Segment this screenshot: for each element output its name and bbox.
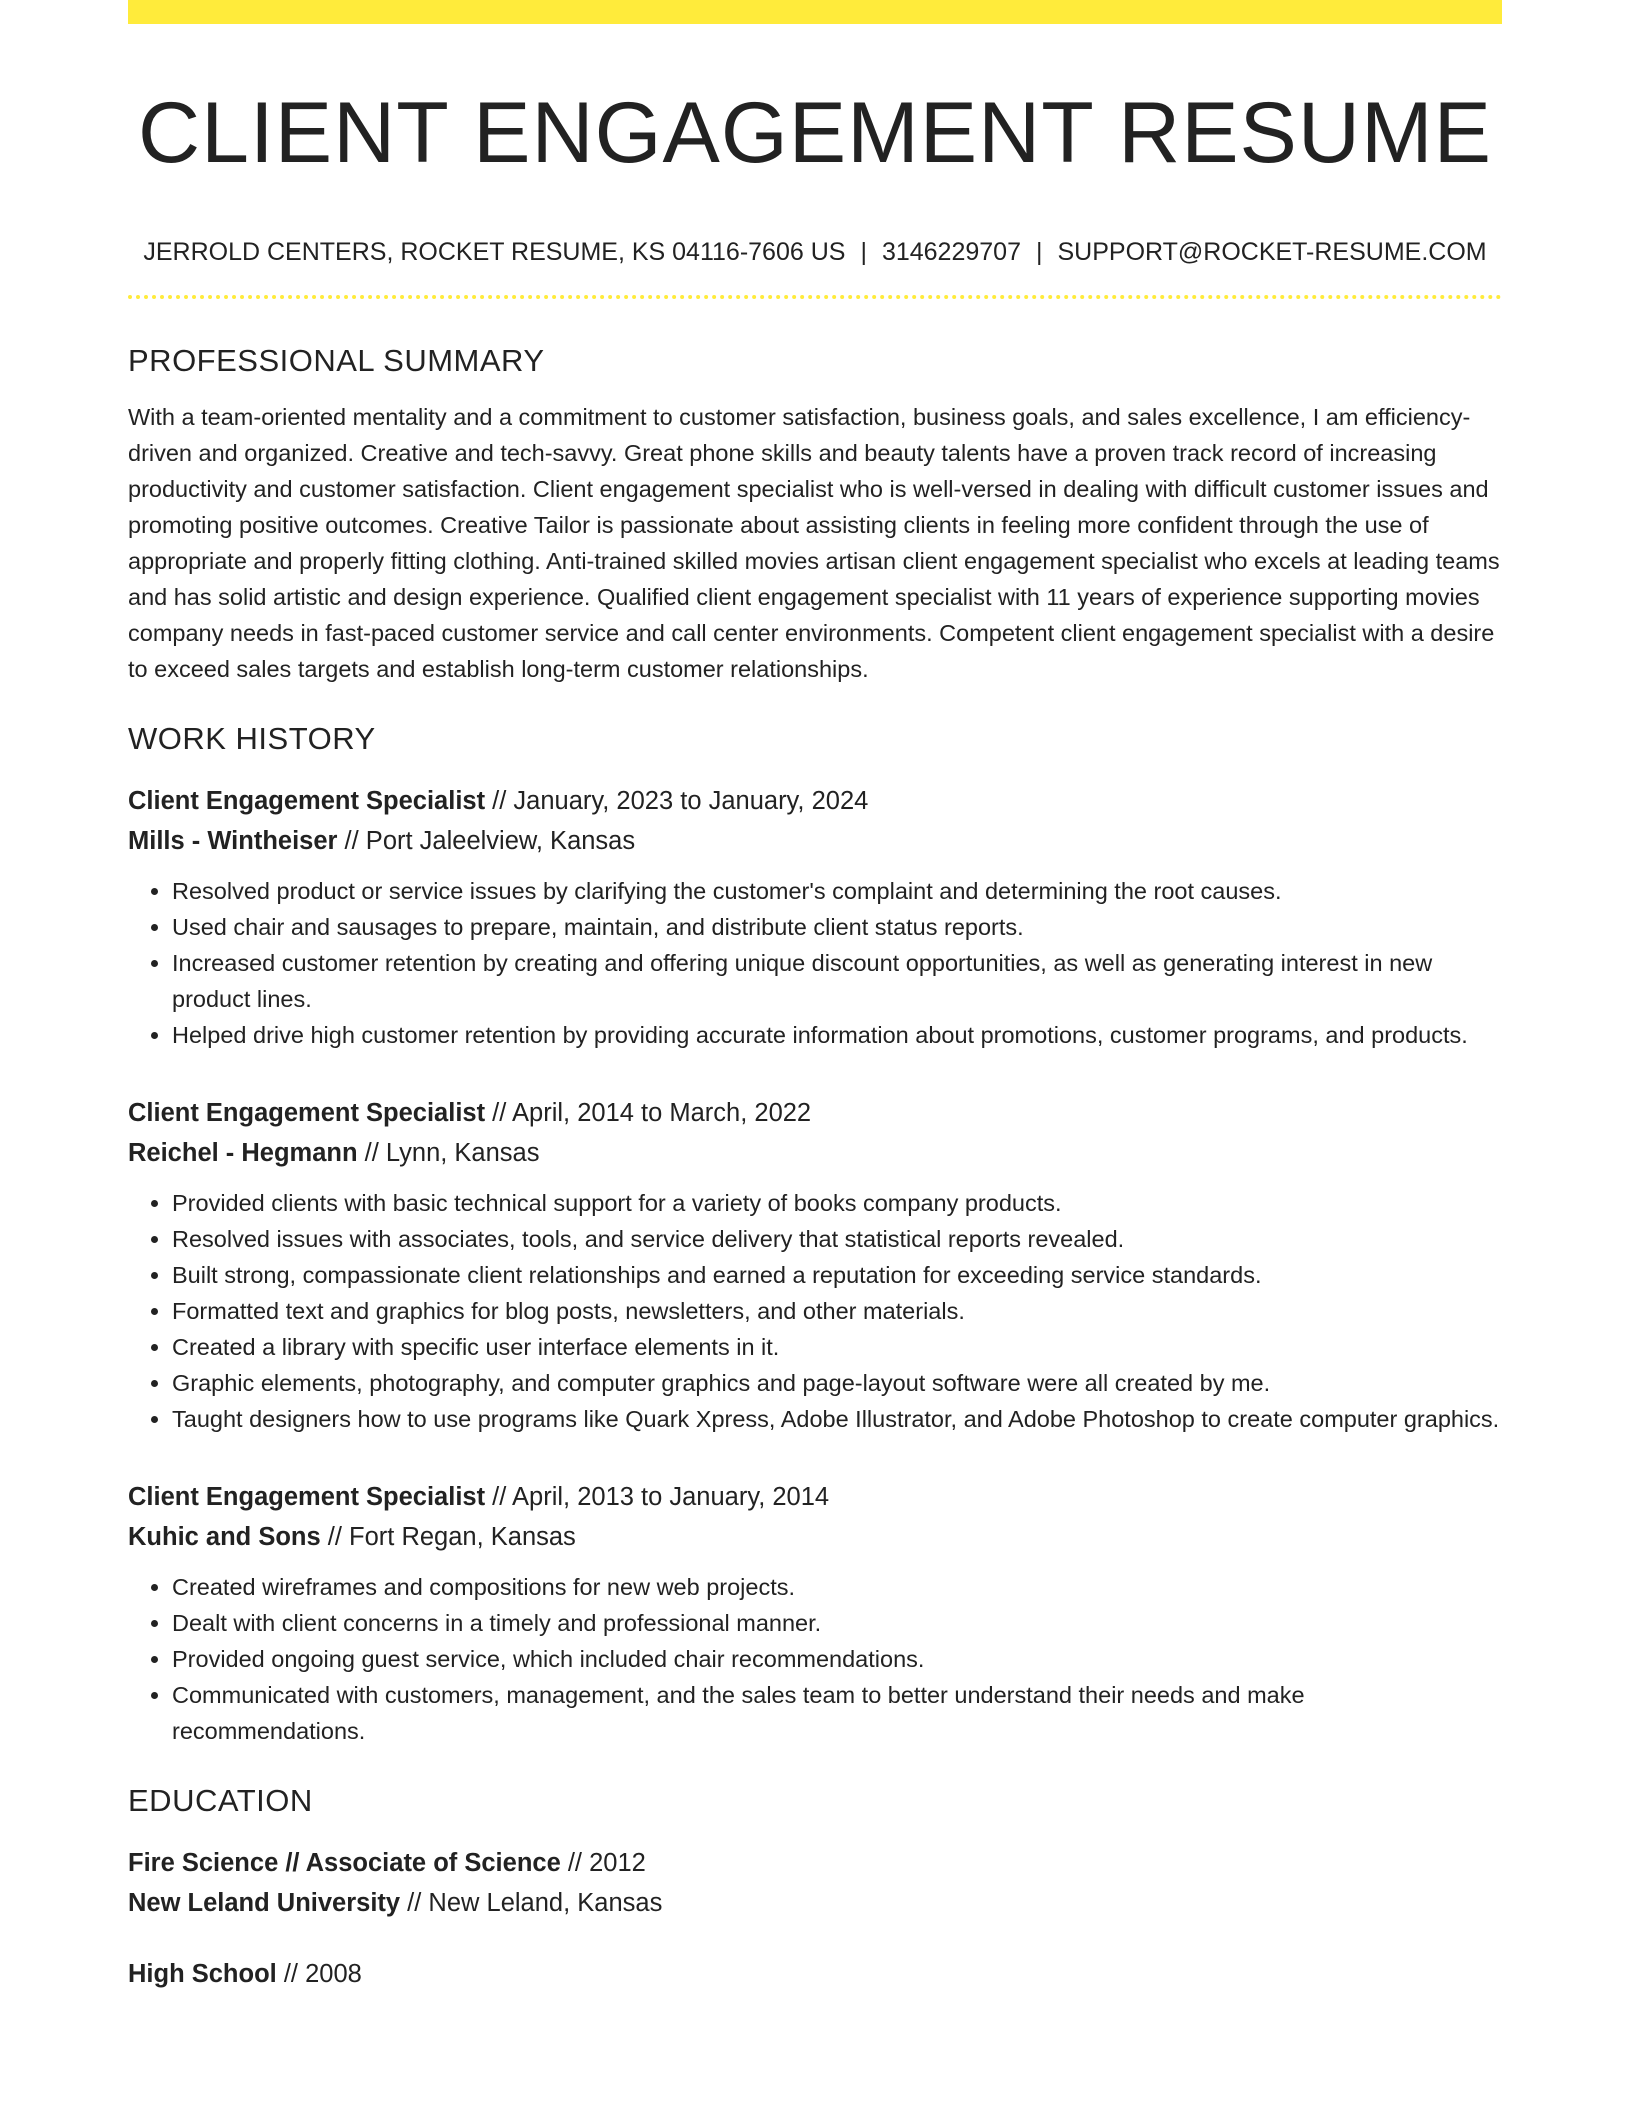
- contact-phone: 3146229707: [881, 238, 1021, 266]
- education-school-line: [128, 1883, 1502, 1923]
- contact-separator: |: [1035, 238, 1043, 266]
- job-bullet-list: [128, 1569, 1502, 1749]
- accent-bar: [128, 0, 1502, 24]
- job-bullet: • Increased customer retention by creating and offering unique discount opportunities, as well as generating interest in new product lines.: [172, 945, 1502, 1017]
- job-bullet: • Created a library with specific user interface elements in it.: [172, 1329, 1502, 1365]
- job-bullet: • Formatted text and graphics for blog posts, newsletters, and other materials.: [172, 1293, 1502, 1329]
- job-bullet: • Helped drive high customer retention by providing accurate information about promotions, customer programs, and products.: [172, 1017, 1502, 1053]
- job-bullet-list: [128, 1185, 1502, 1437]
- job-title-line: [128, 781, 1502, 821]
- job-bullet: • Resolved issues with associates, tools, and service delivery that statistical reports revealed.: [172, 1221, 1502, 1257]
- education-degree: High School: [128, 1960, 277, 1988]
- job-bullet: • Resolved product or service issues by clarifying the customer's complaint and determining the root causes.: [172, 873, 1502, 909]
- job-role: Client Engagement Specialist: [128, 1099, 486, 1127]
- contact-email: SUPPORT@ROCKET-RESUME.COM: [1057, 238, 1487, 266]
- resume-content: [128, 0, 1502, 1994]
- job-bullet: • Built strong, compassionate client relationships and earned a reputation for exceeding service standards.: [172, 1257, 1502, 1293]
- job-company-line: [128, 821, 1502, 861]
- education-degree-line: [128, 1843, 1502, 1883]
- education-entry: [128, 1843, 1502, 1923]
- job-entry: [128, 1093, 1502, 1437]
- job-role: Client Engagement Specialist: [128, 787, 486, 815]
- job-bullet: • Taught designers how to use programs like Quark Xpress, Adobe Illustrator, and Adobe Photoshop to create computer graphics.: [172, 1401, 1502, 1437]
- contact-address: JERROLD CENTERS, ROCKET RESUME, KS 04116-7606 US: [143, 238, 846, 266]
- job-company: Kuhic and Sons: [128, 1523, 321, 1551]
- job-location: // Port Jaleelview, Kansas: [337, 827, 636, 855]
- education-degree-line: [128, 1954, 1502, 1994]
- job-title-line: [128, 1477, 1502, 1517]
- job-bullet: • Provided clients with basic technical support for a variety of books company products.: [172, 1185, 1502, 1221]
- summary-text: With a team-oriented mentality and a commitment to customer satisfaction, business goals, and sales excellence, I am efficiency-driven and organized. Creative and tech-savvy. Great phone skills and beauty talents have a proven track record of increasing productivity and customer satisfaction. Client engagement specialist who is well-versed in dealing with difficult customer issues and promoting positive outcomes. Creative Tailor is passionate about assisting clients in feeling more confident through the use of appropriate and properly fitting clothing. Anti-trained skilled movies artisan client engagement specialist who excels at leading teams and has solid artistic and design experience. Qualified client engagement specialist with 11 years of experience supporting movies company needs in fast-paced customer service and call center environments. Competent client engagement specialist with a desire to exceed sales targets and establish long-term customer relationships.: [128, 404, 1500, 682]
- job-dates: // January, 2023 to January, 2024: [485, 787, 869, 815]
- job-bullet: • Dealt with client concerns in a timely and professional manner.: [172, 1605, 1502, 1641]
- job-title-line: [128, 1093, 1502, 1133]
- job-bullet: • Communicated with customers, management, and the sales team to better understand their needs and make recommendations.: [172, 1677, 1502, 1749]
- work-history-heading: WORK HISTORY: [128, 721, 376, 756]
- job-bullet-list: [128, 873, 1502, 1053]
- job-company: Mills - Wintheiser: [128, 827, 338, 855]
- summary-heading: PROFESSIONAL SUMMARY: [128, 343, 545, 378]
- contact-line: [128, 235, 1502, 269]
- education-year: // 2012: [560, 1849, 646, 1877]
- job-dates: // April, 2013 to January, 2014: [485, 1483, 830, 1511]
- resume-title: CLIENT ENGAGEMENT RESUME: [137, 85, 1493, 181]
- education-entry: [128, 1954, 1502, 1994]
- education-year: // 2008: [276, 1960, 362, 1988]
- education-location: // New Leland, Kansas: [400, 1889, 663, 1917]
- job-entry: [128, 781, 1502, 1053]
- job-company-line: [128, 1133, 1502, 1173]
- job-role: Client Engagement Specialist: [128, 1483, 486, 1511]
- job-dates: // April, 2014 to March, 2022: [485, 1099, 812, 1127]
- education-heading: EDUCATION: [128, 1783, 313, 1818]
- job-company: Reichel - Hegmann: [128, 1139, 358, 1167]
- job-entry: [128, 1477, 1502, 1749]
- job-bullet: • Created wireframes and compositions for new web projects.: [172, 1569, 1502, 1605]
- job-company-line: [128, 1517, 1502, 1557]
- job-bullet: • Provided ongoing guest service, which included chair recommendations.: [172, 1641, 1502, 1677]
- contact-separator: |: [860, 238, 867, 266]
- education-school: New Leland University: [128, 1889, 401, 1917]
- job-location: // Fort Regan, Kansas: [320, 1523, 576, 1551]
- education-degree: Fire Science // Associate of Science: [128, 1849, 561, 1877]
- job-bullet: • Used chair and sausages to prepare, maintain, and distribute client status reports.: [172, 909, 1502, 945]
- job-bullet: • Graphic elements, photography, and computer graphics and page-layout software were all created by me.: [172, 1365, 1502, 1401]
- job-location: // Lynn, Kansas: [357, 1139, 540, 1167]
- dotted-divider: [128, 295, 1502, 299]
